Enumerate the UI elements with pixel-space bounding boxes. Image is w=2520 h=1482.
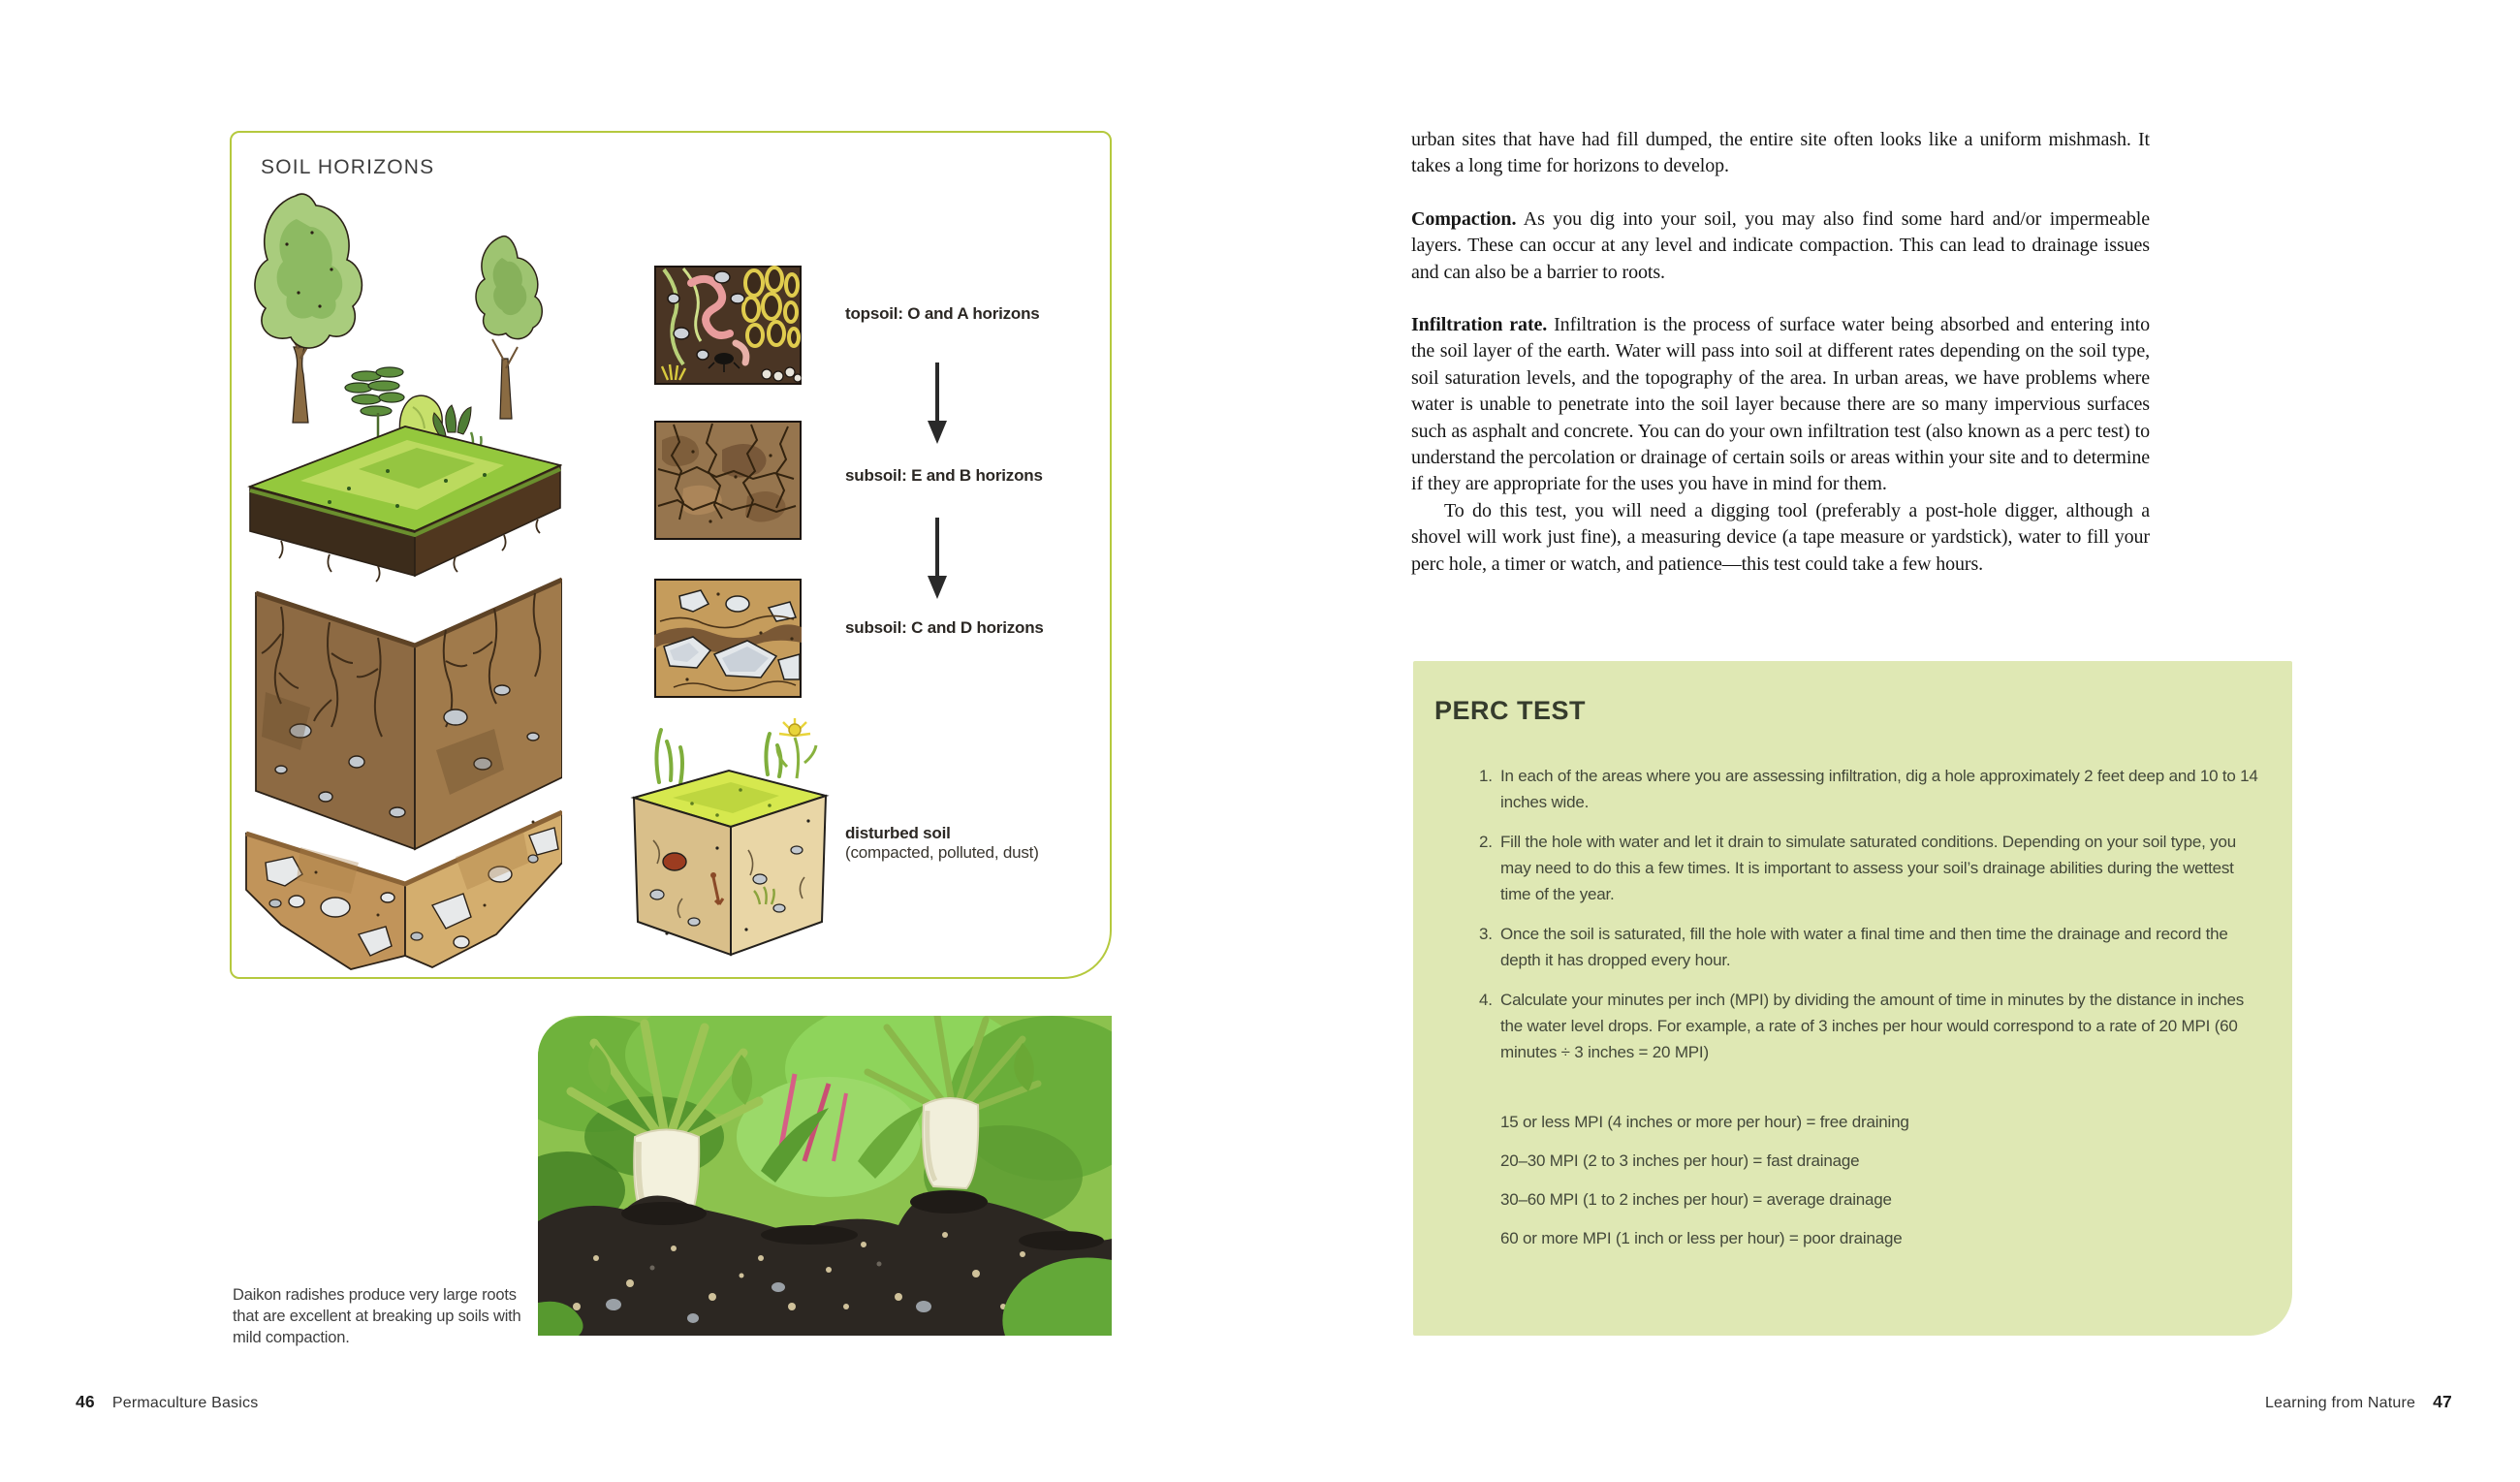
step-number: 2. — [1479, 833, 1493, 851]
mpi-scale-line: 30–60 MPI (1 to 2 inches per hour) = average drainage — [1500, 1190, 1892, 1209]
perc-step — [1479, 829, 2267, 907]
subsoil-cd-texture-swatch — [654, 579, 802, 698]
daikon-photo-illustration — [538, 1016, 1112, 1336]
right-page-body — [1411, 127, 2150, 578]
paragraph-lead: Infiltration rate. — [1411, 314, 1548, 336]
right-footer-label: Learning from Nature — [2264, 1395, 2416, 1411]
right-page-footer — [2265, 1392, 2452, 1412]
paragraph-text: To do this test, you will need a digging tool (preferably a post-hole digger, although a shovel will work just fine), a measuring device (a tape measure or yardstick), water to fill your perc hole, a timer or watch, and patience—this test could take a few hours. — [1411, 499, 2150, 575]
step-text: Calculate your minutes per inch (MPI) by dividing the amount of time in minutes by the distance in inches the water level drops. For example, a rate of 3 inches per hour would correspond to a rate of 20 MPI (60 minutes ÷ 3 inches = 20 MPI) — [1500, 991, 2245, 1061]
paragraph-text: Infiltration is the process of surface water being absorbed and entering into the soil layer of the earth. Water will pass into soil at different rates depending on the soil type, soil saturation levels, and the topography of the area. In urban areas, we have problems where water is unable to penetrate into the soil layer because there are so many impervious surfaces such as asphalt and concrete. You can do your own infiltration test (also known as a perc test) to understand the percolation or drainage of certain soils or areas within your site and to determine if they are appropriate for the uses you have in mind for them. — [1411, 314, 2151, 495]
paragraph — [1411, 312, 2150, 498]
perc-step — [1479, 987, 2267, 1065]
daikon-radish-photo — [538, 1016, 1112, 1336]
paragraph — [1411, 498, 2150, 578]
paragraph-text: As you dig into your soil, you may also find some hard and/or impermeable layers. These can occur at any level and indicate compaction. This can lead to drainage issues and can also be a barrier to roots. — [1411, 207, 2150, 283]
down-arrow-icon — [925, 518, 950, 599]
mpi-scale-line: 20–30 MPI (2 to 3 inches per hour) = fast drainage — [1500, 1151, 1860, 1170]
step-number: 1. — [1479, 767, 1493, 785]
paragraph-text: urban sites that have had fill dumped, the entire site often looks like a uniform mishmash. It takes a long time for horizons to develop. — [1411, 129, 2150, 177]
paragraph — [1411, 206, 2150, 286]
down-arrow-icon — [925, 363, 950, 444]
paragraph-lead: Compaction. — [1411, 207, 1517, 230]
disturbed-soil-cube-illustration — [624, 714, 837, 966]
subsoil-eb-texture-swatch — [654, 421, 802, 540]
topsoil-texture-swatch — [654, 266, 802, 385]
soil-stack-illustration — [242, 169, 562, 971]
step-number: 3. — [1479, 925, 1493, 943]
right-page-number: 47 — [2433, 1392, 2452, 1411]
mpi-scale-line: 15 or less MPI (4 inches or more per hour) = free draining — [1500, 1113, 1909, 1131]
soil-horizons-figure-box — [230, 131, 1112, 979]
label-topsoil: topsoil: O and A horizons — [845, 304, 1040, 323]
photo-caption: Daikon radishes produce very large roots that are excellent at breaking up soils with mild compaction. — [233, 1286, 521, 1346]
left-page-footer — [76, 1392, 258, 1412]
label-subsoil-eb: subsoil: E and B horizons — [845, 466, 1043, 485]
label-disturbed-sub: (compacted, polluted, dust) — [845, 843, 1039, 862]
label-subsoil-cd: subsoil: C and D horizons — [845, 618, 1044, 637]
step-number: 4. — [1479, 991, 1493, 1009]
perc-step — [1479, 921, 2267, 973]
mpi-scale-line: 60 or more MPI (1 inch or less per hour) = poor drainage — [1500, 1229, 1903, 1247]
perc-step — [1479, 763, 2267, 815]
figure-title: SOIL HORIZONS — [261, 156, 435, 178]
label-disturbed-soil — [845, 824, 1039, 863]
perc-test-box — [1413, 661, 2292, 1336]
step-text: In each of the areas where you are assessing infiltration, dig a hole approximately 2 feet deep and 10 to 14 inches wide. — [1500, 767, 2258, 811]
left-footer-label: Permaculture Basics — [111, 1395, 259, 1411]
perc-test-title: PERC TEST — [1434, 696, 1587, 725]
paragraph — [1411, 127, 2150, 180]
step-text: Once the soil is saturated, fill the hole with water a final time and then time the drainage and record the depth it has dropped every hour. — [1500, 925, 2228, 969]
left-page-number: 46 — [76, 1392, 95, 1411]
step-text: Fill the hole with water and let it drain to simulate saturated conditions. Depending on your soil type, you may need to do this a few times. It is important to assess your soil’s drainage abilities during the wettest time of the year. — [1500, 833, 2236, 903]
mpi-scale — [1500, 1112, 2267, 1249]
label-disturbed-title: disturbed soil — [845, 824, 951, 842]
perc-test-steps — [1479, 763, 2267, 1065]
